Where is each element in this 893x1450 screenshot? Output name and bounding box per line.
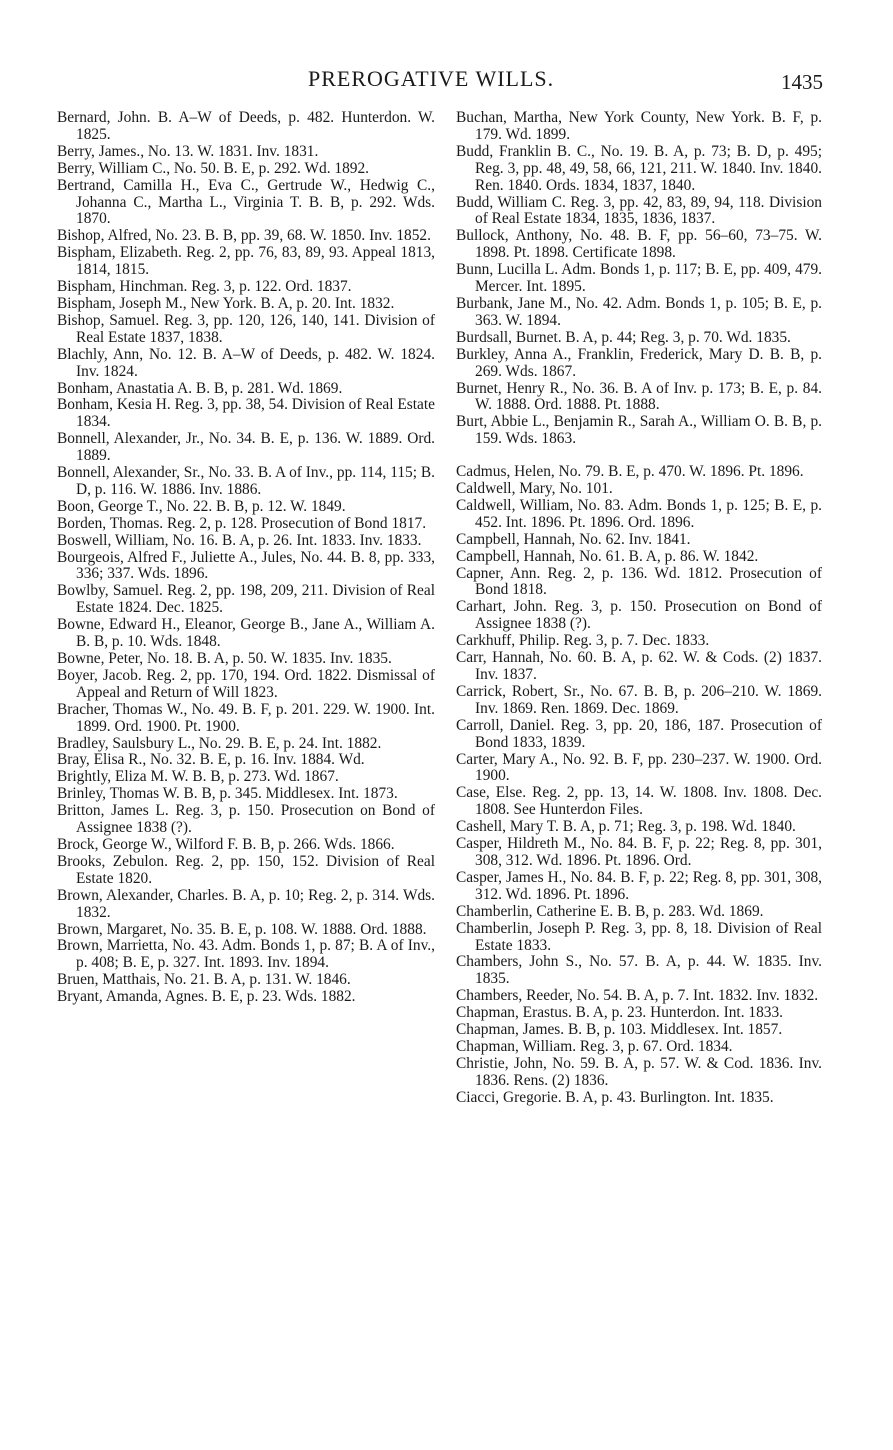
index-entry: Bonnell, Alexander, Sr., No. 33. B. A of Inv., pp. 114, 115; B. D, p. 116. W. 1886. Inv. 1886. — [57, 464, 435, 498]
index-entry: Bourgeois, Alfred F., Juliette A., Jules, No. 44. B. 8, pp. 333, 336; 337. Wds. 1896. — [57, 548, 435, 583]
index-entry: Bonham, Anastatia A. B. B, p. 281. Wd. 1869. — [57, 379, 343, 397]
index-entry: Caldwell, William, No. 83. Adm. Bonds 1, p. 125; B. E, p. 452. Int. 1896. Pt. 1896. Ord. 1896. — [456, 496, 822, 531]
index-entry: Casper, Hildreth M., No. 84. B. F, p. 22; Reg. 8, pp. 301, 308, 312. Wd. 1896. Pt. 1896. Ord. — [456, 835, 822, 869]
index-entry: Christie, John, No. 59. B. A, p. 57. W. & Cod. 1836. Inv. 1836. Rens. (2) 1836. — [456, 1054, 822, 1089]
right-column — [456, 110, 822, 1107]
index-entry: Bispham, Elizabeth. Reg. 2, pp. 76, 83, 89, 93. Appeal 1813, 1814, 1815. — [57, 244, 435, 279]
index-entry: Chapman, James. B. B, p. 103. Middlesex. Int. 1857. — [456, 1021, 783, 1039]
index-entry: Brock, George W., Wilford F. B. B, p. 266. Wds. 1866. — [57, 835, 395, 853]
index-entry: Brown, Marrietta, No. 43. Adm. Bonds 1, p. 87; B. A of Inv., p. 408; B. E, p. 327. Int. 1893. Inv. 1894. — [57, 937, 435, 972]
index-entry: Chapman, William. Reg. 3, p. 67. Ord. 1834. — [456, 1037, 733, 1055]
index-entry: Carkhuff, Philip. Reg. 3, p. 7. Dec. 1833. — [456, 632, 710, 650]
index-entry: Brown, Margaret, No. 35. B. E, p. 108. W. 1888. Ord. 1888. — [57, 920, 427, 938]
index-entry: Britton, James L. Reg. 3, p. 150. Prosecution on Bond of Assignee 1838 (?). — [57, 802, 435, 837]
index-entry: Bunn, Lucilla L. Adm. Bonds 1, p. 117; B. E, pp. 409, 479. Mercer. Int. 1895. — [456, 261, 822, 296]
index-entry: Berry, James., No. 13. W. 1831. Inv. 1831. — [57, 142, 319, 160]
index-entry: Boswell, William, No. 16. B. A, p. 26. Int. 1833. Inv. 1833. — [57, 531, 422, 549]
index-entry: Blachly, Ann, No. 12. B. A–W of Deeds, p. 482. W. 1824. Inv. 1824. — [57, 345, 435, 380]
index-entry: Burbank, Jane M., No. 42. Adm. Bonds 1, p. 105; B. E, p. 363. W. 1894. — [456, 294, 822, 329]
index-entry: Casper, James H., No. 84. B. F, p. 22; Reg. 8, pp. 301, 308, 312. Wd. 1896. Pt. 1896. — [456, 868, 822, 903]
index-entry: Bishop, Samuel. Reg. 3, pp. 120, 126, 140, 141. Division of Real Estate 1837, 1838. — [57, 311, 435, 346]
page-number: 1435 — [781, 70, 823, 94]
index-entry: Berry, William C., No. 50. B. E, p. 292. Wd. 1892. — [57, 159, 370, 177]
index-entry: Case, Else. Reg. 2, pp. 13, 14. W. 1808. Inv. 1808. Dec. 1808. See Hunterdon Files. — [456, 784, 822, 819]
index-entry: Bowne, Peter, No. 18. B. A, p. 50. W. 1835. Inv. 1835. — [57, 650, 392, 667]
page-title: PREROGATIVE WILLS. — [308, 66, 555, 91]
index-entry: Chamberlin, Joseph P. Reg. 3, pp. 8, 18. Division of Real Estate 1833. — [456, 919, 822, 954]
index-entry: Brinley, Thomas W. B. B, p. 345. Middlesex. Int. 1873. — [57, 785, 398, 803]
index-entry: Chapman, Erastus. B. A, p. 23. Hunterdon. Int. 1833. — [456, 1004, 784, 1022]
index-entry: Budd, Franklin B. C., No. 19. B. A, p. 73; B. D, p. 495; Reg. 3, pp. 48, 49, 58, 66, 121, 211. W. 1840. Inv. 1840. Ren. 1840. Ords. 1834, 1837, 1840. — [456, 142, 822, 194]
index-entry: Bispham, Hinchman. Reg. 3, p. 122. Ord. 1837. — [57, 278, 352, 296]
index-entry: Budd, William C. Reg. 3, pp. 42, 83, 89, 94, 118. Division of Real Estate 1834, 1835, 1836, 1837. — [456, 193, 822, 228]
index-entry: Carroll, Daniel. Reg. 3, pp. 20, 186, 187. Prosecution of Bond 1833, 1839. — [456, 716, 822, 751]
index-entry: Borden, Thomas. Reg. 2, p. 128. Prosecution of Bond 1817. — [57, 514, 427, 532]
index-entry: Buchan, Martha, New York County, New York. B. F, p. 179. Wd. 1899. — [456, 109, 822, 143]
section-gap — [456, 448, 822, 464]
index-entry: Bonham, Kesia H. Reg. 3, pp. 38, 54. Division of Real Estate 1834. — [57, 396, 435, 431]
index-entry: Chambers, John S., No. 57. B. A, p. 44. W. 1835. Inv. 1835. — [456, 953, 822, 988]
index-entry: Capner, Ann. Reg. 2, p. 136. Wd. 1812. Prosecution of Bond 1818. — [456, 564, 822, 599]
index-entry: Boyer, Jacob. Reg. 2, pp. 170, 194. Ord. 1822. Dismissal of Appeal and Return of Will 1823. — [57, 666, 435, 701]
index-entry: Bispham, Joseph M., New York. B. A, p. 20. Int. 1832. — [57, 294, 395, 312]
index-entry: Ciacci, Gregorie. B. A, p. 43. Burlington. Int. 1835. — [456, 1088, 774, 1106]
index-entry: Caldwell, Mary, No. 101. — [456, 480, 613, 498]
index-entry: Bernard, John. B. A–W of Deeds, p. 482. Hunterdon. W. 1825. — [57, 109, 435, 143]
index-entry: Bertrand, Camilla H., Eva C., Gertrude W., Hedwig C., Johanna C., Martha L., Virginia T. B. B, p. 292. Wds. 1870. — [57, 176, 435, 228]
index-entry: Cashell, Mary T. B. A, p. 71; Reg. 3, p. 198. Wd. 1840. — [456, 818, 796, 836]
index-entry: Carhart, John. Reg. 3, p. 150. Prosecution on Bond of Assignee 1838 (?). — [456, 598, 822, 633]
running-head — [0, 66, 893, 106]
index-entry: Bryant, Amanda, Agnes. B. E, p. 23. Wds. 1882. — [57, 988, 356, 1006]
index-entry: Carr, Hannah, No. 60. B. A, p. 62. W. & Cods. (2) 1837. Inv. 1837. — [456, 649, 822, 683]
index-entry: Campbell, Hannah, No. 62. Inv. 1841. — [456, 530, 691, 548]
index-entry: Brooks, Zebulon. Reg. 2, pp. 150, 152. Division of Real Estate 1820. — [57, 852, 435, 887]
index-entry: Cadmus, Helen, No. 79. B. E, p. 470. W. 1896. Pt. 1896. — [456, 463, 804, 481]
index-entry: Campbell, Hannah, No. 61. B. A, p. 86. W. 1842. — [456, 547, 759, 565]
index-entry: Bruen, Matthais, No. 21. B. A, p. 131. W. 1846. — [57, 971, 351, 989]
index-entry: Bonnell, Alexander, Jr., No. 34. B. E, p. 136. W. 1889. Ord. 1889. — [57, 430, 435, 465]
index-entry: Bullock, Anthony, No. 48. B. F, pp. 56–60, 73–75. W. 1898. Pt. 1898. Certificate 1898. — [456, 227, 822, 262]
index-entry: Bowlby, Samuel. Reg. 2, pp. 198, 209, 211. Division of Real Estate 1824. Dec. 1825. — [57, 582, 435, 617]
index-entry: Brown, Alexander, Charles. B. A, p. 10; Reg. 2, p. 314. Wds. 1832. — [57, 886, 435, 921]
index-entry: Brightly, Eliza M. W. B. B, p. 273. Wd. 1867. — [57, 768, 339, 786]
index-entry: Bracher, Thomas W., No. 49. B. F, p. 201. 229. W. 1900. Int. 1899. Ord. 1900. Pt. 1900. — [57, 700, 435, 735]
index-entry: Bradley, Saulsbury L., No. 29. B. E, p. 24. Int. 1882. — [57, 734, 382, 752]
index-entry: Burnet, Henry R., No. 36. B. A of Inv. p. 173; B. E, p. 84. W. 1888. Ord. 1888. Pt. 1888. — [456, 379, 822, 414]
index-entry: Chamberlin, Catherine E. B. B, p. 283. Wd. 1869. — [456, 902, 764, 920]
index-entry: Carrick, Robert, Sr., No. 67. B. B, p. 206–210. W. 1869. Inv. 1869. Ren. 1869. Dec. 1869. — [456, 682, 822, 717]
index-entry: Bray, Elisa R., No. 32. B. E, p. 16. Inv. 1884. Wd. — [57, 751, 365, 769]
index-entry: Carter, Mary A., No. 92. B. F, pp. 230–237. W. 1900. Ord. 1900. — [456, 750, 822, 785]
index-entry: Burkley, Anna A., Franklin, Frederick, Mary D. B. B, p. 269. Wds. 1867. — [456, 345, 822, 380]
index-entry: Burdsall, Burnet. B. A, p. 44; Reg. 3, p. 70. Wd. 1835. — [456, 328, 791, 346]
index-entry: Chambers, Reeder, No. 54. B. A, p. 7. Int. 1832. Inv. 1832. — [456, 987, 819, 1005]
index-entry: Bishop, Alfred, No. 23. B. B, pp. 39, 68. W. 1850. Inv. 1852. — [57, 227, 431, 245]
index-entry: Boon, George T., No. 22. B. B, p. 12. W. 1849. — [57, 497, 346, 515]
left-column — [57, 110, 435, 1006]
index-entry: Burt, Abbie L., Benjamin R., Sarah A., William O. B. B, p. 159. Wds. 1863. — [456, 413, 822, 448]
index-entry: Bowne, Edward H., Eleanor, George B., Jane A., William A. B. B, p. 10. Wds. 1848. — [57, 616, 435, 651]
